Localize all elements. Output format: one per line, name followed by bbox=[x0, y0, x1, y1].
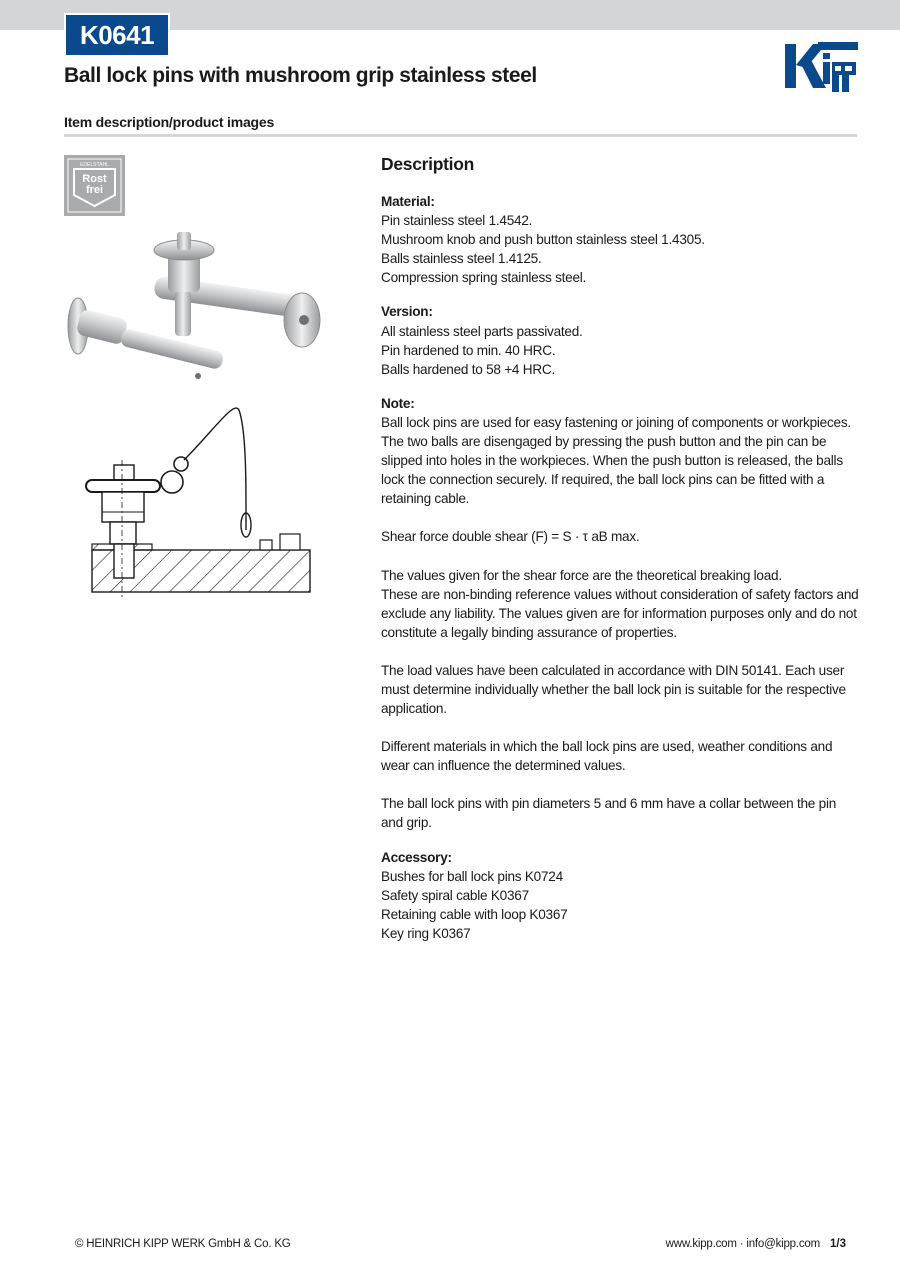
material-line: Compression spring stainless steel. bbox=[381, 270, 587, 286]
kipp-logo bbox=[783, 38, 859, 92]
version-line: All stainless steel parts passivated. bbox=[381, 323, 583, 339]
accessory-label: Accessory: bbox=[381, 849, 452, 865]
material-label: Material: bbox=[381, 194, 435, 209]
note-paragraph: Shear force double shear (F) = S · τ aB max. bbox=[381, 529, 640, 545]
footer-contact[interactable]: www.kipp.com · info@kipp.com bbox=[665, 1238, 820, 1250]
product-code-tab: K0641 bbox=[64, 13, 170, 57]
technical-drawing bbox=[64, 400, 322, 608]
page-title: Ball lock pins with mushroom grip stainless steel bbox=[64, 64, 537, 87]
footer-page-number: 1/3 bbox=[830, 1238, 846, 1250]
accessory-block bbox=[381, 848, 861, 943]
divider bbox=[64, 134, 857, 137]
badge-line1: Rost bbox=[82, 173, 107, 185]
product-photo bbox=[64, 228, 322, 396]
note-paragraph: The ball lock pins with pin diameters 5 and 6 mm have a collar between the pin and grip. bbox=[381, 796, 837, 831]
version-label: Version: bbox=[381, 304, 433, 320]
accessory-link[interactable]: Bushes for ball lock pins K0724 bbox=[381, 868, 563, 884]
material-block bbox=[381, 192, 861, 287]
section-heading: Item description/product images bbox=[64, 114, 275, 130]
note-paragraph: The load values have been calculated in accordance with DIN 50141. Each user must determine individually whether the ball lock pin is suitable for the respective application. bbox=[381, 662, 846, 717]
material-line: Mushroom knob and push button stainless steel 1.4305. bbox=[381, 232, 705, 248]
description-column bbox=[381, 152, 861, 943]
note-paragraph: Ball lock pins are used for easy fastening or joining of components or workpieces. The two balls are disengaged by pressing the push button and the pin can be slipped into holes in the workpieces. When the push button is released, the balls lock the connection securely. If required, the ball lock pins can be fitted with a retaining cable. bbox=[381, 414, 851, 507]
version-line: Balls hardened to 58 +4 HRC. bbox=[381, 361, 555, 377]
badge-top-text: EDELSTAHL bbox=[80, 162, 109, 168]
material-line: Balls stainless steel 1.4125. bbox=[381, 251, 542, 267]
material-line: Pin stainless steel 1.4542. bbox=[381, 213, 533, 229]
description-heading: Description bbox=[381, 154, 474, 174]
note-label: Note: bbox=[381, 395, 415, 411]
note-block bbox=[381, 394, 861, 833]
accessory-link[interactable]: Safety spiral cable K0367 bbox=[381, 887, 529, 903]
stainless-steel-badge bbox=[64, 155, 125, 216]
version-block bbox=[381, 302, 861, 378]
note-paragraph: Different materials in which the ball lock pins are used, weather conditions and wear can influence the determined values. bbox=[381, 739, 833, 774]
note-paragraph: The values given for the shear force are the theoretical breaking load. These are non-binding reference values without consideration of safety factors and exclude any liability. The values given are for information purposes only and do not constitute a legally binding assurance of properties. bbox=[381, 567, 859, 640]
accessory-link[interactable]: Retaining cable with loop K0367 bbox=[381, 906, 568, 922]
version-line: Pin hardened to min. 40 HRC. bbox=[381, 342, 556, 358]
footer-copyright: © HEINRICH KIPP WERK GmbH & Co. KG bbox=[75, 1238, 291, 1250]
badge-line2: frei bbox=[85, 184, 104, 196]
accessory-link[interactable]: Key ring K0367 bbox=[381, 925, 471, 941]
